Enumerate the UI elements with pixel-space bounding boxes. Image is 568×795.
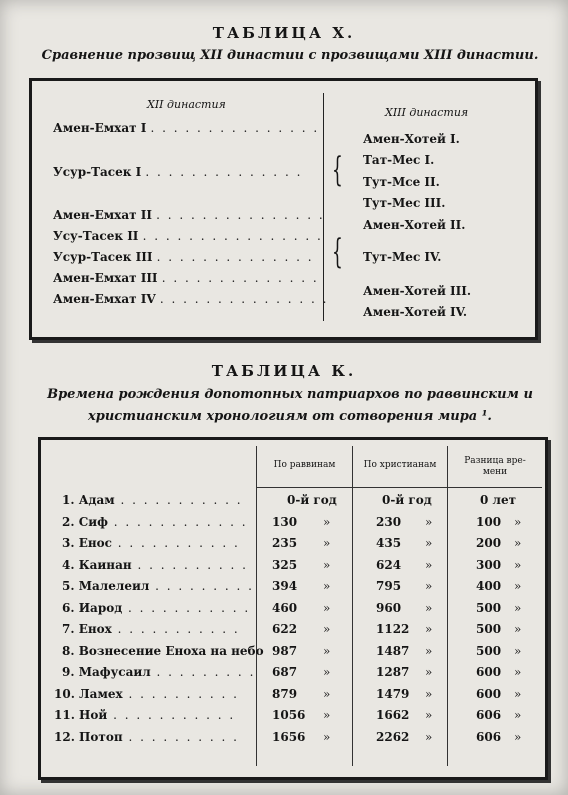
ditto-mark: » (514, 665, 522, 679)
table-k-christ-value: 435 (376, 536, 402, 550)
table-k-diff-value: 400 (476, 579, 502, 593)
table-k-diff-value: 606 (476, 730, 502, 744)
table-x-left-row: Амен-Емхат III . . . . . . . . . . . . . . (53, 271, 319, 285)
table-x-left-row: Усур-Тасек III . . . . . . . . . . . . . . (53, 250, 314, 264)
table-x-right-row: Тут-Мес III. (363, 196, 446, 210)
table-k-diff-value: 300 (476, 558, 502, 572)
table-k-col-christ: По христианам (363, 460, 437, 470)
table-x-divider (323, 93, 324, 321)
table-k-rabbi-value: 394 (272, 579, 298, 593)
ditto-mark: » (425, 665, 433, 679)
table-k-christ-value: 1479 (376, 687, 410, 701)
table-k-diff-value: 100 (476, 515, 502, 529)
table-x-left-row: Амен-Емхат II . . . . . . . . . . . . . . . (53, 208, 325, 222)
table-k-title: ТАБЛИЦА К. (211, 362, 357, 380)
ditto-mark: » (323, 515, 331, 529)
table-k-col-rabbi: По раввинам (273, 460, 336, 470)
table-k-subtitle-2: христианским хронологиям от сотворения мира ¹. (88, 409, 492, 424)
table-x-right-row: Амен-Хотей II. (363, 218, 466, 232)
table-k-rabbi-value: 460 (272, 601, 298, 615)
table-k-diff-value: 500 (476, 644, 502, 658)
table-k-christ-value: 230 (376, 515, 402, 529)
ditto-mark: » (514, 558, 522, 572)
table-k-christ-value: 1122 (376, 622, 410, 636)
ditto-mark: » (323, 644, 331, 658)
table-x-title: ТАБЛИЦА X. (212, 24, 356, 42)
ditto-mark: » (425, 558, 433, 572)
table-x-subtitle: Сравнение прозвищ XII династии с прозвищами XIII династии. (41, 48, 539, 63)
ditto-mark: » (425, 515, 433, 529)
table-k-rabbi-value: 1656 (272, 730, 306, 744)
table-k-christ-value: 960 (376, 601, 402, 615)
table-x-left-row: Амен-Емхат IV . . . . . . . . . . . . . . . (53, 292, 329, 306)
ditto-mark: » (514, 601, 522, 615)
table-k-vline (447, 446, 448, 766)
table-x-col-right: XIII династия (385, 106, 469, 119)
ditto-mark: » (425, 730, 433, 744)
ditto-mark: » (425, 708, 433, 722)
table-k-row-name: 9. Мафусаил . . . . . . . . . (62, 665, 256, 679)
table-k-row-name: 3. Енос . . . . . . . . . . . (62, 536, 240, 550)
table-k-rabbi-value: 687 (272, 665, 298, 679)
ditto-mark: » (323, 558, 331, 572)
table-k-christ-value: 0-й год (382, 493, 432, 507)
ditto-mark: » (425, 536, 433, 550)
table-k-diff-value: 0 лет (480, 493, 517, 507)
ditto-mark: » (425, 622, 433, 636)
ditto-mark: » (425, 579, 433, 593)
table-x-left-row: Усур-Тасек I . . . . . . . . . . . . . . (53, 165, 303, 179)
table-k-row-name: 1. Адам . . . . . . . . . . . (62, 493, 243, 507)
ditto-mark: » (514, 579, 522, 593)
ditto-mark: » (323, 730, 331, 744)
table-x-right-row: Амен-Хотей IV. (363, 305, 468, 319)
table-k-vline (256, 446, 257, 766)
table-k-diff-value: 200 (476, 536, 502, 550)
ditto-mark: » (323, 687, 331, 701)
ditto-mark: » (323, 579, 331, 593)
table-k-christ-value: 795 (376, 579, 402, 593)
ditto-mark: » (514, 687, 522, 701)
table-k-christ-value: 1487 (376, 644, 410, 658)
table-x-left-row: Усу-Тасек II . . . . . . . . . . . . . . . . (53, 229, 323, 243)
ditto-mark: » (425, 687, 433, 701)
table-k-rabbi-value: 879 (272, 687, 298, 701)
ditto-mark: » (514, 730, 522, 744)
table-k-christ-value: 1287 (376, 665, 410, 679)
table-k-row-name: 10. Ламех . . . . . . . . . . (54, 687, 239, 701)
table-x-left-row: Амен-Емхат I . . . . . . . . . . . . . . . (53, 121, 320, 135)
table-k-col-diff: Разница вре- мени (464, 456, 526, 477)
table-k-rabbi-value: 987 (272, 644, 298, 658)
ditto-mark: » (514, 708, 522, 722)
brace: { (332, 232, 343, 272)
ditto-mark: » (514, 644, 522, 658)
table-x-right-row: Амен-Хотей III. (363, 284, 472, 298)
brace: { (332, 150, 343, 190)
table-k-rabbi-value: 130 (272, 515, 298, 529)
ditto-mark: » (323, 665, 331, 679)
table-k-diff-value: 606 (476, 708, 502, 722)
table-k-row-name: 5. Малелеил . . . . . . . . . (62, 579, 254, 593)
ditto-mark: » (425, 601, 433, 615)
table-k-rabbi-value: 325 (272, 558, 298, 572)
ditto-mark: » (514, 515, 522, 529)
table-k-rabbi-value: 622 (272, 622, 298, 636)
table-k-christ-value: 1662 (376, 708, 410, 722)
table-k-diff-value: 500 (476, 601, 502, 615)
table-k-row-name: 6. Иарод . . . . . . . . . . . (62, 601, 251, 615)
ditto-mark: » (323, 536, 331, 550)
table-k-row-name: 7. Енох . . . . . . . . . . . (62, 622, 240, 636)
ditto-mark: » (425, 644, 433, 658)
ditto-mark: » (514, 536, 522, 550)
table-k-row-name: 8. Вознесение Еноха на небо (62, 644, 264, 658)
ditto-mark: » (323, 601, 331, 615)
table-k-subtitle-1: Времена рождения допотопных патриархов по раввинским и (47, 387, 533, 402)
table-k-diff-value: 600 (476, 665, 502, 679)
table-k-vline (352, 446, 353, 766)
table-x-right-row: Амен-Хотей I. (363, 132, 460, 146)
ditto-mark: » (514, 622, 522, 636)
table-x-col-left: XII династия (147, 98, 226, 111)
ditto-mark: » (323, 622, 331, 636)
table-x-right-row: Тат-Мес I. (363, 153, 435, 167)
table-k-rabbi-value: 0-й год (287, 493, 337, 507)
table-k-row-name: 12. Потоп . . . . . . . . . . (54, 730, 239, 744)
table-k-christ-value: 624 (376, 558, 402, 572)
table-k-diff-value: 500 (476, 622, 502, 636)
table-k-hline (256, 487, 542, 488)
table-x-right-row: Тут-Мес IV. (363, 250, 442, 264)
table-k-row-name: 4. Каинан . . . . . . . . . . (62, 558, 248, 572)
table-k-diff-value: 600 (476, 687, 502, 701)
ditto-mark: » (323, 708, 331, 722)
table-k-rabbi-value: 1056 (272, 708, 306, 722)
table-k-christ-value: 2262 (376, 730, 410, 744)
table-k-row-name: 11. Ной . . . . . . . . . . . (54, 708, 236, 722)
table-x-right-row: Тут-Мсе II. (363, 175, 440, 189)
table-k-rabbi-value: 235 (272, 536, 298, 550)
table-k-row-name: 2. Сиф . . . . . . . . . . . . (62, 515, 248, 529)
